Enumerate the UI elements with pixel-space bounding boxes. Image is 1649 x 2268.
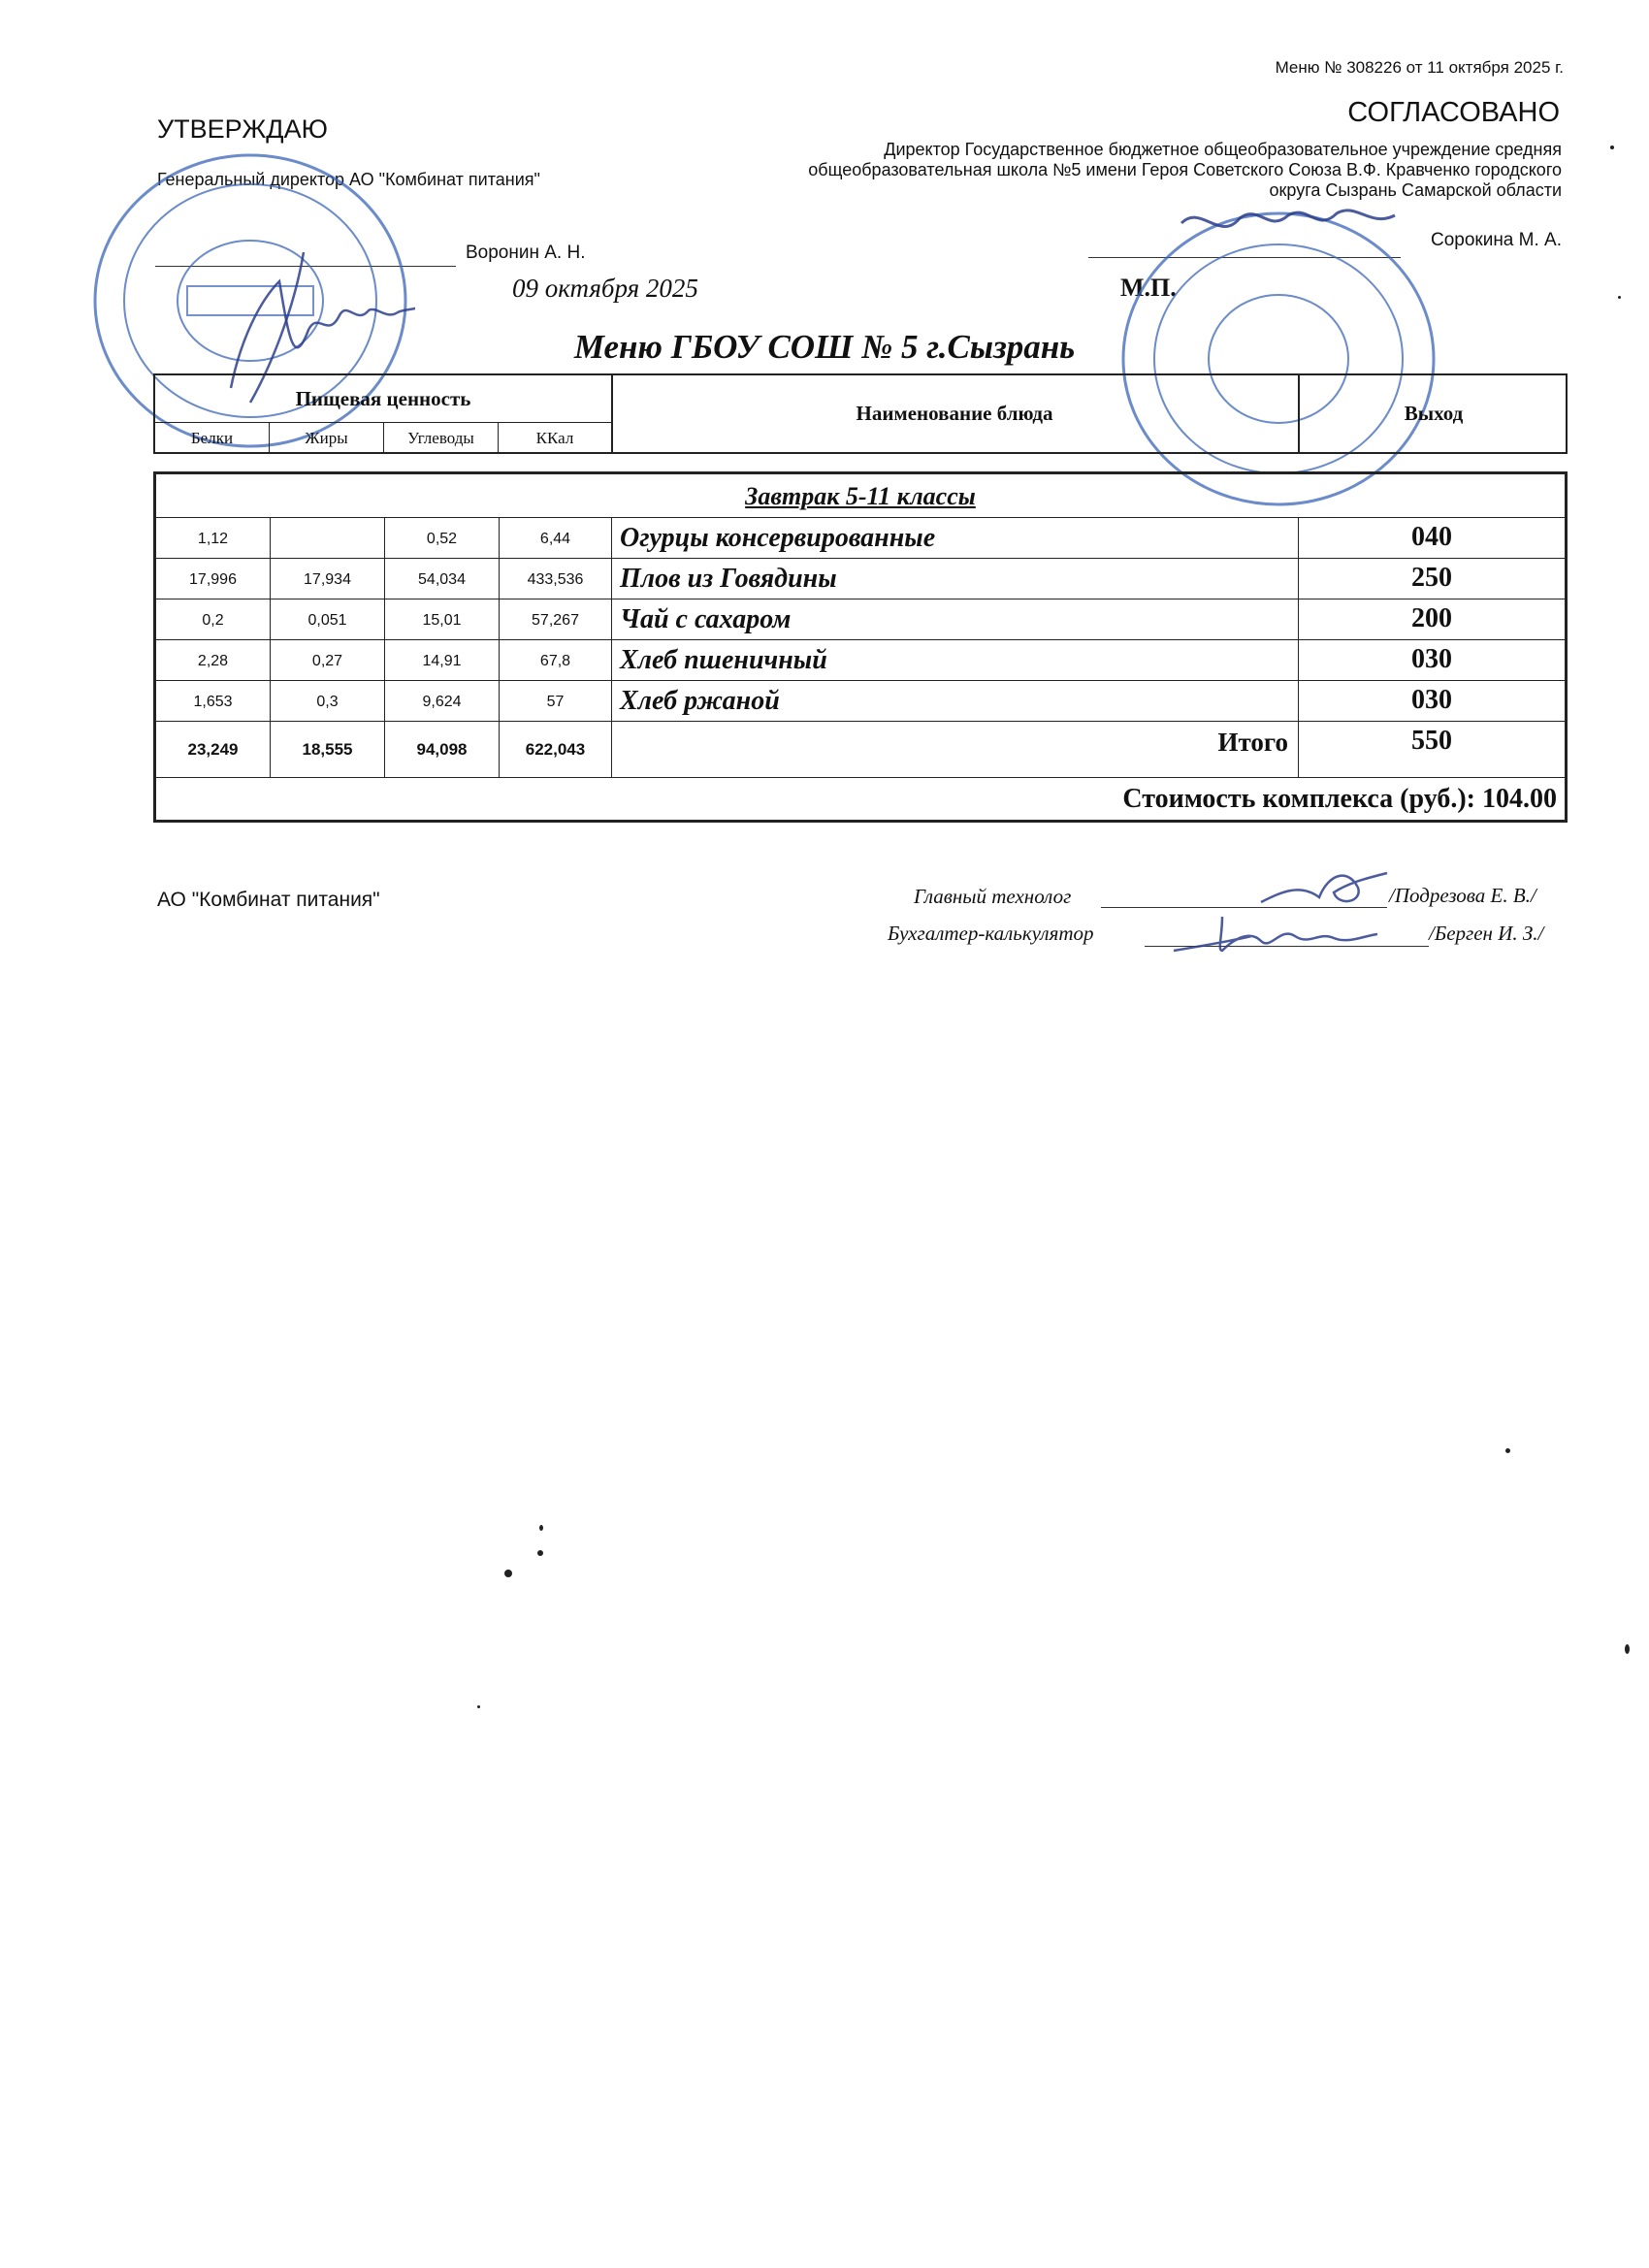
fats-cell — [271, 518, 385, 558]
kcal-header: ККал — [535, 429, 574, 447]
accountant-name: /Берген И. З./ — [1429, 922, 1544, 945]
technologist-label: Главный технолог — [914, 885, 1072, 908]
kcal-cell: 67,8 — [500, 640, 612, 680]
proteins-cell: 1,12 — [156, 518, 271, 558]
table-row — [156, 681, 1565, 722]
carbs-cell: 15,01 — [385, 599, 500, 639]
total-output: 550 — [1411, 726, 1452, 756]
output-cell: 030 — [1411, 685, 1452, 715]
total-kcal: 622,043 — [500, 722, 612, 777]
kcal-cell: 6,44 — [500, 518, 612, 558]
scan-speck — [1505, 1448, 1510, 1453]
agree-name: Сорокина М. А. — [1430, 230, 1562, 250]
cost-row: Стоимость комплекса (руб.): 104.00 — [1122, 784, 1557, 814]
menu-title: Меню ГБОУ СОШ № 5 г.Сызрань — [573, 328, 1076, 366]
section-title: Завтрак 5-11 классы — [156, 474, 1565, 518]
stamp-place-label: М.П. — [1120, 274, 1177, 302]
fats-cell: 0,27 — [271, 640, 385, 680]
total-label: Итого — [612, 722, 1299, 777]
nutrition-header — [155, 375, 613, 452]
dish-cell: Хлеб пшеничный — [612, 640, 1299, 680]
technologist-name: /Подрезова Е. В./ — [1389, 884, 1536, 907]
proteins-cell: 0,2 — [156, 599, 271, 639]
table-row — [156, 640, 1565, 681]
approve-date: 09 октября 2025 — [512, 274, 698, 303]
fats-cell: 0,3 — [271, 681, 385, 721]
kcal-cell: 433,536 — [500, 559, 612, 599]
fats-cell: 0,051 — [271, 599, 385, 639]
dish-cell: Огурцы консервированные — [612, 518, 1299, 558]
fats-cell: 17,934 — [271, 559, 385, 599]
output-header: Выход — [1404, 402, 1464, 425]
carbs-header: Углеводы — [384, 423, 499, 454]
fats-header: Жиры — [270, 423, 384, 454]
output-cell: 040 — [1411, 522, 1452, 552]
carbs-cell: 0,52 — [385, 518, 500, 558]
kcal-cell: 57 — [500, 681, 612, 721]
agree-position: Директор Государственное бюджетное общеобразовательное учреждение средняя общеобразовательная школа №5 имени Героя Советского Союза В.Ф. Кравченко городского округа Сызрань Самарской области — [808, 140, 1562, 200]
dish-cell: Чай с сахаром — [612, 599, 1299, 639]
approve-position: Генеральный директор АО "Комбинат питания" — [157, 170, 540, 189]
output-cell: 200 — [1411, 603, 1452, 633]
organization-name: АО "Комбинат питания" — [157, 889, 380, 911]
scan-speck — [1610, 146, 1614, 149]
total-proteins: 23,249 — [156, 722, 271, 777]
table-row — [156, 599, 1565, 640]
proteins-cell: 17,996 — [156, 559, 271, 599]
output-cell: 030 — [1411, 644, 1452, 674]
total-fats: 18,555 — [271, 722, 385, 777]
carbs-cell: 9,624 — [385, 681, 500, 721]
scan-speck — [477, 1705, 480, 1708]
menu-number: Меню № 308226 от 11 октября 2025 г. — [1275, 58, 1564, 77]
output-cell: 250 — [1411, 563, 1452, 593]
scan-speck — [1625, 1644, 1630, 1654]
dish-cell: Хлеб ржаной — [612, 681, 1299, 721]
table-row — [156, 559, 1565, 599]
menu-table — [153, 471, 1568, 823]
table-header — [153, 373, 1568, 454]
accountant-signature — [1164, 897, 1387, 965]
proteins-cell: 1,653 — [156, 681, 271, 721]
scan-speck — [1618, 296, 1621, 299]
total-carbs: 94,098 — [385, 722, 500, 777]
scan-speck — [537, 1550, 543, 1556]
approve-title: УТВЕРЖДАЮ — [157, 114, 328, 144]
nutrition-title: Пищевая ценность — [155, 375, 611, 423]
approve-name: Воронин А. Н. — [466, 243, 586, 263]
dish-name-header: Наименование блюда — [611, 375, 1300, 452]
table-row — [156, 518, 1565, 559]
total-row — [156, 722, 1565, 778]
kcal-cell: 57,267 — [500, 599, 612, 639]
proteins-header: Белки — [155, 423, 270, 454]
carbs-cell: 14,91 — [385, 640, 500, 680]
scan-speck — [539, 1525, 543, 1531]
scan-speck — [504, 1570, 512, 1577]
agree-title: СОГЛАСОВАНО — [1347, 97, 1560, 128]
carbs-cell: 54,034 — [385, 559, 500, 599]
accountant-label: Бухгалтер-калькулятор — [888, 922, 1094, 945]
proteins-cell: 2,28 — [156, 640, 271, 680]
dish-cell: Плов из Говядины — [612, 559, 1299, 599]
